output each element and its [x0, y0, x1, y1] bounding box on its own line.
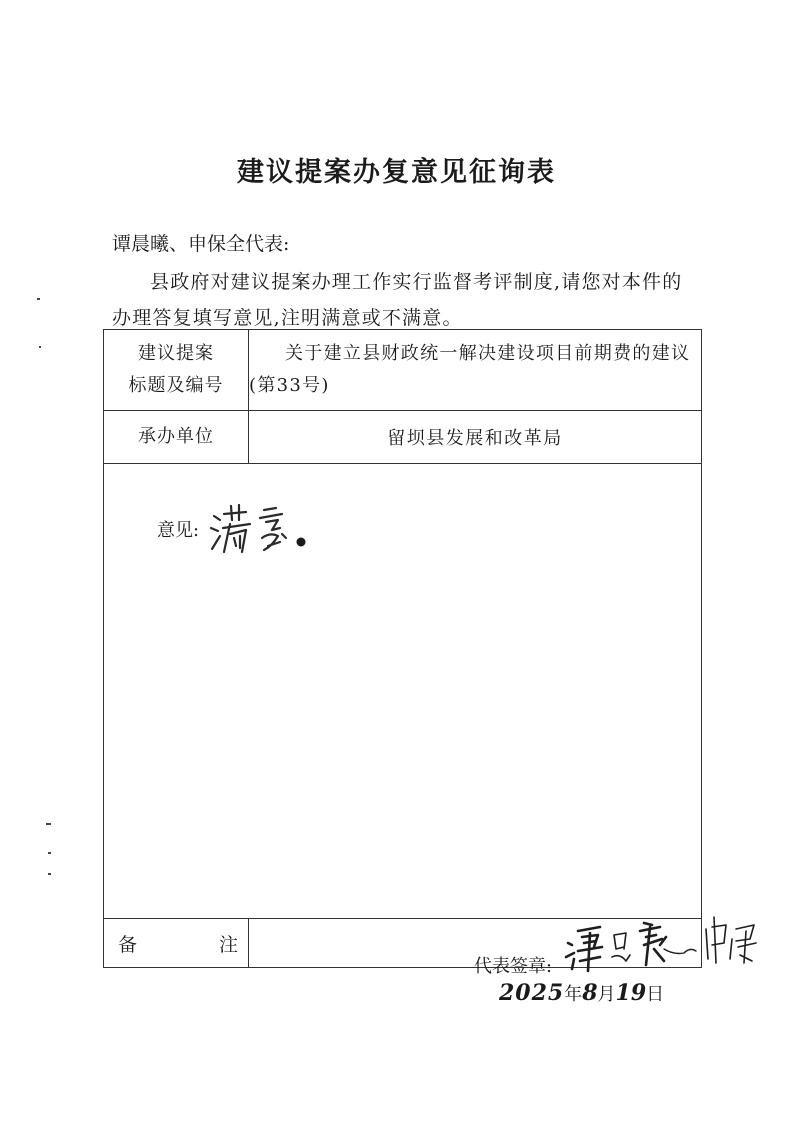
date-day: 19 [615, 980, 647, 1006]
page-title: 建议提案办复意见征询表 [237, 157, 556, 188]
scan-speck [39, 346, 41, 348]
organization-row [104, 411, 702, 464]
remark-label-char-2: 注 [218, 933, 238, 956]
date-year-unit: 年 [564, 984, 583, 1005]
addressee: 谭晨曦、申保全代表: [112, 233, 290, 255]
handwritten-signature [564, 909, 764, 979]
opinion-form-table [103, 329, 702, 1006]
date-month-unit: 月 [597, 984, 616, 1005]
proposal-label-cell [104, 330, 249, 411]
handwritten-opinion [206, 494, 396, 564]
date-year: 2025 [499, 980, 565, 1006]
opinion-label: 意见: [157, 520, 200, 541]
handwritten-period [297, 538, 306, 547]
scan-speck [48, 852, 51, 854]
signature-label: 代表签章: [474, 956, 553, 977]
opinion-cell [104, 464, 702, 1006]
intro-paragraph: 县政府对建议提案办理工作实行监督考评制度,请您对本件的办理答复填写意见,注明满意或不满意。 [112, 271, 683, 329]
date-month: 8 [582, 980, 598, 1006]
scan-speck [48, 873, 51, 875]
proposal-label-line1: 建议提案 [138, 343, 214, 364]
org-label: 承办单位 [104, 411, 249, 464]
remark-label-cell [104, 919, 249, 968]
scan-speck [46, 823, 51, 825]
opinion-row [104, 464, 702, 919]
remark-label-char-1: 备 [118, 933, 138, 956]
org-value: 留坝县发展和改革局 [249, 411, 702, 464]
proposal-title-value: 关于建立县财政统一解决建设项目前期费的建议(第33号) [249, 330, 702, 411]
scan-speck [37, 298, 40, 300]
proposal-label-line2: 标题及编号 [128, 375, 224, 396]
signature-date [499, 980, 664, 1006]
proposal-title-row [104, 330, 702, 411]
date-day-unit: 日 [646, 984, 665, 1005]
